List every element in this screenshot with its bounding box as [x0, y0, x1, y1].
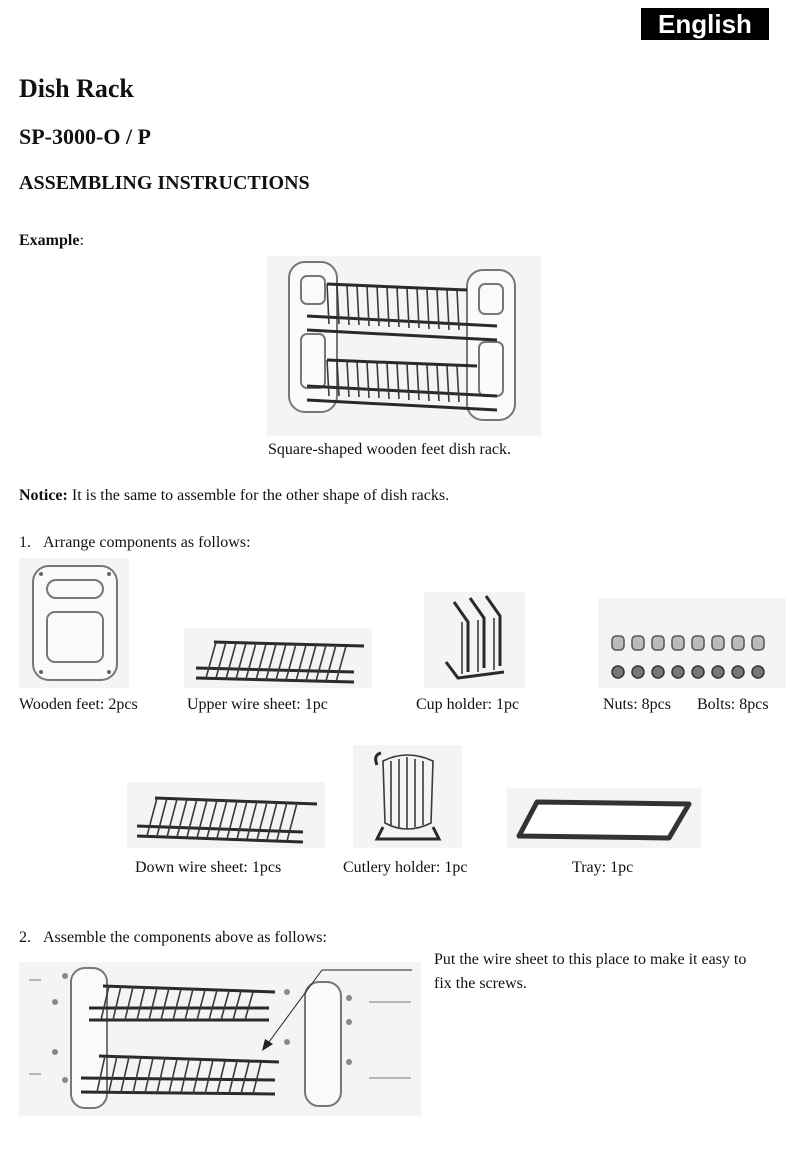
callout-arrow-icon: [260, 962, 420, 1052]
cutlery-holder-label: Cutlery holder: 1pc: [343, 859, 468, 876]
down-wire-sheet-image: [127, 782, 325, 848]
assembly-note-line2: fix the screws.: [434, 975, 527, 992]
step-1-text: Arrange components as follows:: [43, 534, 251, 551]
step-2-text: Assemble the components above as follows:: [43, 929, 327, 946]
example-label: [19, 232, 84, 250]
example-caption: Square-shaped wooden feet dish rack.: [268, 441, 512, 458]
step-1-number: 1.: [19, 534, 31, 551]
example-label-colon: :: [79, 232, 84, 249]
upper-wire-sheet-label: Upper wire sheet: 1pc: [187, 696, 328, 713]
cutlery-holder-image: [353, 745, 462, 848]
example-dish-rack-image: [267, 256, 541, 436]
upper-wire-sheet-image: [184, 628, 372, 688]
step-2: [19, 929, 327, 947]
notice-text: It is the same to assemble for the other shape of dish racks.: [71, 487, 450, 504]
model-number: SP-3000-O / P: [19, 124, 151, 149]
down-wire-sheet-label: Down wire sheet: 1pcs: [135, 859, 282, 876]
step-1: [19, 534, 251, 552]
example-label-text: Example: [19, 232, 80, 249]
language-badge: English: [641, 8, 769, 40]
wooden-feet-label: Wooden feet: 2pcs: [19, 696, 138, 713]
notice: [19, 487, 449, 505]
assembly-note-line1: Put the wire sheet to this place to make it easy to: [434, 951, 747, 968]
tray-image: [507, 788, 701, 848]
step-2-number: 2.: [19, 929, 31, 946]
bolts-label: Bolts: 8pcs: [697, 696, 769, 713]
tray-label: Tray: 1pc: [572, 859, 634, 876]
section-heading: ASSEMBLING INSTRUCTIONS: [19, 172, 310, 194]
nuts-label: Nuts: 8pcs: [603, 696, 671, 713]
page-title: Dish Rack: [19, 74, 134, 103]
wooden-feet-image: [19, 558, 129, 688]
cup-holder-label: Cup holder: 1pc: [416, 696, 520, 713]
cup-holder-image: [424, 592, 525, 688]
nuts-bolts-image: [598, 598, 786, 688]
notice-label: Notice:: [19, 487, 68, 504]
